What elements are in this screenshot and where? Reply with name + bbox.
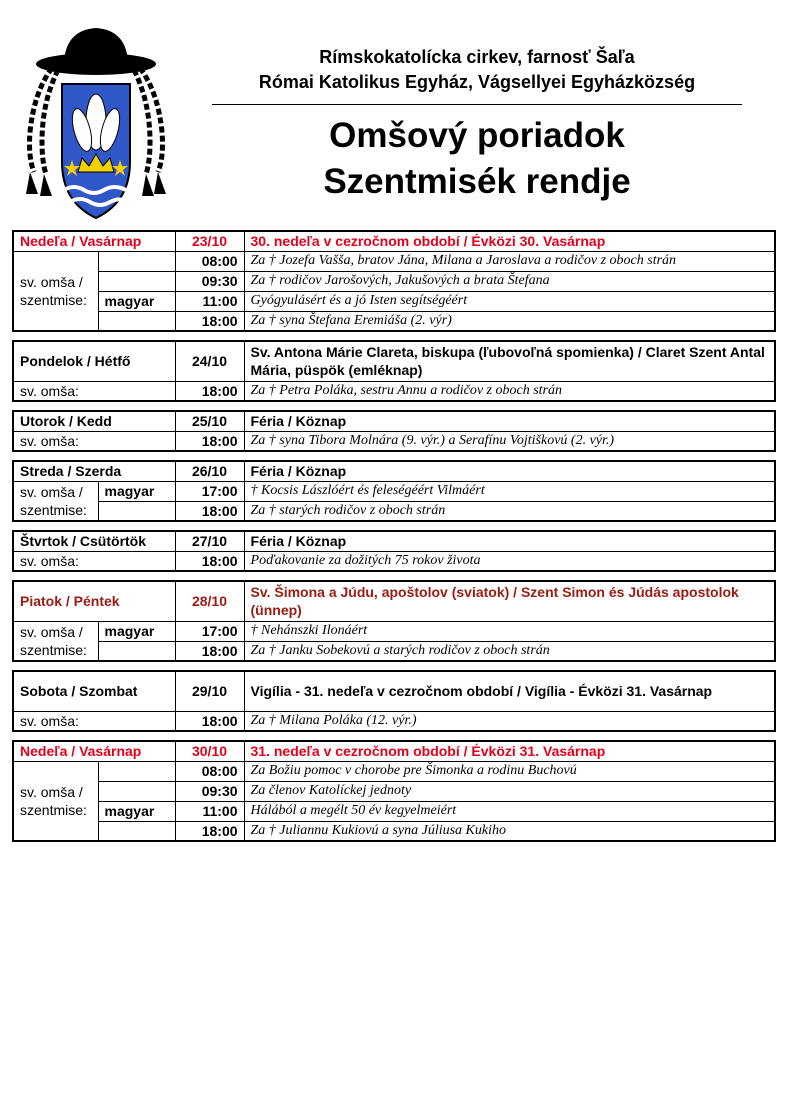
mass-time: 18:00 [175,641,244,661]
mass-time: 09:30 [175,271,244,291]
mass-time: 08:00 [175,251,244,271]
mass-intention: Za † Juliannu Kukiovú a syna Júliusa Kukiho [244,821,775,841]
parish-coat-of-arms [12,22,180,222]
mass-language [98,821,175,841]
feast-title: 31. nedeľa v cezročnom období / Évközi 31. Vasárnap [244,741,775,761]
day-name: Streda / Szerda [13,461,175,481]
day-block-friday-28-10 [12,580,776,662]
mass-time: 18:00 [175,501,244,521]
mass-language [98,271,175,291]
day-name: Pondelok / Hétfő [13,341,175,381]
mass-language [98,641,175,661]
day-date: 30/10 [175,741,244,761]
mass-intention: Poďakovanie za dožitých 75 rokov života [244,551,775,571]
mass-type-label: sv. omša / szentmise: [13,251,98,331]
feast-title: 30. nedeľa v cezročnom období / Évközi 30. Vasárnap [244,231,775,251]
mass-intention: Za † Jozefa Vašša, bratov Jána, Milana a Jaroslava a rodičov z oboch strán [244,251,775,271]
feast-title: Féria / Köznap [244,411,775,431]
mass-language [98,761,175,781]
day-block-sunday-30-10 [12,740,776,842]
day-date: 29/10 [175,671,244,711]
mass-language [98,311,175,331]
feast-title: Féria / Köznap [244,461,775,481]
mass-type-label: sv. omša: [13,551,175,571]
header-divider [212,104,742,105]
mass-time: 18:00 [175,311,244,331]
mass-intention: Gyógyulásért és a jó Isten segítségéért [244,291,775,311]
day-date: 26/10 [175,461,244,481]
day-date: 28/10 [175,581,244,621]
mass-intention: Hálából a megélt 50 év kegyelmeiért [244,801,775,821]
mass-intention: Za † syna Tibora Molnára (9. výr.) a Serafínu Vojtiškovú (2. výr.) [244,431,775,451]
day-block-saturday-29-10 [12,670,776,732]
mass-intention: Za † rodičov Jarošových, Jakušových a brata Štefana [244,271,775,291]
mass-time: 18:00 [175,821,244,841]
mass-intention: Za členov Katolíckej jednoty [244,781,775,801]
mass-time: 17:00 [175,481,244,501]
mass-type-label: sv. omša: [13,711,175,731]
feast-title: Sv. Antona Márie Clareta, biskupa (ľubovoľná spomienka) / Claret Szent Antal Mária, püspök (emléknap) [244,341,775,381]
feast-title: Féria / Köznap [244,531,775,551]
mass-type-label: sv. omša / szentmise: [13,481,98,521]
page-title-hungarian: Szentmisék rendje [323,162,631,201]
day-block-sunday-23-10 [12,230,776,332]
parish-name-hungarian: Római Katolikus Egyház, Vágsellyei Egyházközség [258,72,696,92]
mass-intention: Za † Janku Sobekovú a starých rodičov z oboch strán [244,641,775,661]
mass-intention: Za Božiu pomoc v chorobe pre Šimonka a rodinu Buchovú [244,761,775,781]
mass-language: magyar [98,621,175,641]
mass-type-label: sv. omša: [13,431,175,451]
mass-intention: Za † syna Štefana Eremiáša (2. výr) [244,311,775,331]
mass-time: 17:00 [175,621,244,641]
mass-intention: Za † Milana Poláka (12. výr.) [244,711,775,731]
feast-title: Sv. Šimona a Júdu, apoštolov (sviatok) / Szent Simon és Júdás apostolok (ünnep) [244,581,775,621]
feast-title: Vigília - 31. nedeľa v cezročnom období / Vigília - Évközi 31. Vasárnap [244,671,775,711]
mass-language [98,501,175,521]
mass-time: 11:00 [175,291,244,311]
day-date: 25/10 [175,411,244,431]
mass-language: magyar [98,291,175,311]
mass-time: 18:00 [175,431,244,451]
day-date: 23/10 [175,231,244,251]
mass-time: 18:00 [175,381,244,401]
mass-type-label: sv. omša / szentmise: [13,761,98,841]
mass-time: 18:00 [175,711,244,731]
mass-language: magyar [98,801,175,821]
mass-language [98,251,175,271]
day-block-wednesday-26-10 [12,460,776,522]
mass-time: 09:30 [175,781,244,801]
day-name: Sobota / Szombat [13,671,175,711]
mass-intention: † Kocsis Lászlóért és feleségéért Vilmáért [244,481,775,501]
day-name: Nedeľa / Vasárnap [13,231,175,251]
day-block-monday-24-10 [12,340,776,402]
day-name: Piatok / Péntek [13,581,175,621]
mass-type-label: sv. omša / szentmise: [13,621,98,661]
mass-language [98,781,175,801]
mass-intention: Za † Petra Poláka, sestru Annu a rodičov z oboch strán [244,381,775,401]
parish-name-slovak: Rímskokatolícka cirkev, farnosť Šaľa [319,47,635,67]
mass-time: 18:00 [175,551,244,571]
page-title-slovak: Omšový poriadok [329,116,625,155]
mass-language: magyar [98,481,175,501]
mass-intention: Za † starých rodičov z oboch strán [244,501,775,521]
mass-time: 08:00 [175,761,244,781]
day-block-thursday-27-10 [12,530,776,572]
day-name: Štvrtok / Csütörtök [13,531,175,551]
day-name: Nedeľa / Vasárnap [13,741,175,761]
day-date: 27/10 [175,531,244,551]
mass-time: 11:00 [175,801,244,821]
mass-type-label: sv. omša: [13,381,175,401]
day-block-tuesday-25-10 [12,410,776,452]
day-date: 24/10 [175,341,244,381]
mass-intention: † Nehánszki Ilonáért [244,621,775,641]
day-name: Utorok / Kedd [13,411,175,431]
